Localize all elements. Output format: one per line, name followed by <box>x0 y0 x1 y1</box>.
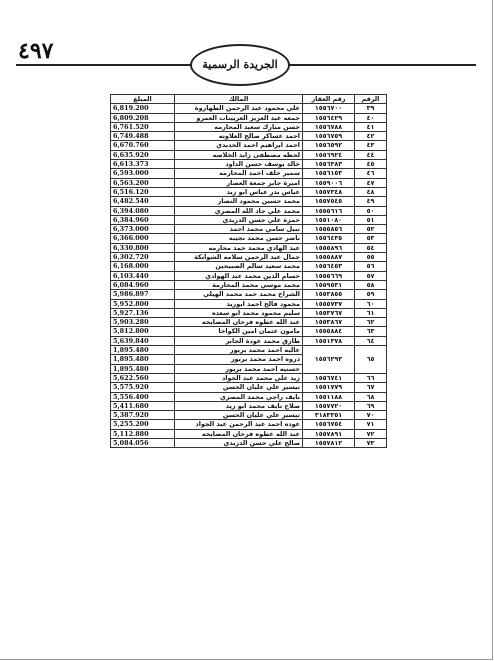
row-number-cell: ٤١ <box>355 122 387 131</box>
table-row <box>111 308 387 317</box>
amount-cell: 5,952.800 <box>111 299 175 308</box>
amount-cell: 6,394.080 <box>111 206 175 215</box>
table-row <box>111 420 387 429</box>
owner-name-cell: خالد يوسف حسن الداود <box>175 160 303 169</box>
owner-name-cell: جمعه عبد العزيز العريينات العمرو <box>175 113 303 122</box>
property-number-cell: ١٥٥٧٣٤٨ <box>303 187 355 196</box>
amount-cell: 6,384.960 <box>111 215 175 224</box>
amount-cell: 5,622.560 <box>111 373 175 382</box>
table-row <box>111 104 387 113</box>
property-number-cell: ١٥٥٦٧٨٨ <box>303 122 355 131</box>
table-row <box>111 215 387 224</box>
row-number-cell: ٤٤ <box>355 150 387 159</box>
row-number-cell: ٦٩ <box>355 401 387 410</box>
property-number-cell: ١٥٥٩٠٠٦ <box>303 178 355 187</box>
owner-name-cell: عوده احمد عبد الرحمن عبد الجواد <box>175 420 303 429</box>
row-number-cell: ٥٠ <box>355 206 387 215</box>
amount-cell: 6,103.440 <box>111 271 175 280</box>
property-number-cell: ١٥٥٦٢٩٣ <box>303 346 355 374</box>
owner-name-cell: حسنيه احمد محمد بربور <box>175 364 303 373</box>
owner-name-cell: عباس بدر عباس ابو زيد <box>175 187 303 196</box>
row-number-cell: ٤٧ <box>355 178 387 187</box>
table-row <box>111 373 387 382</box>
column-header-amount: المبلغ <box>111 95 175 104</box>
gazette-title-oval <box>190 44 290 86</box>
row-number-cell: ٥٤ <box>355 243 387 252</box>
amount-cell: 5,084.056 <box>111 438 175 447</box>
amount-cell: 5,112.880 <box>111 429 175 438</box>
table-row <box>111 234 387 243</box>
row-number-cell: ٥٦ <box>355 262 387 271</box>
table-row <box>111 169 387 178</box>
property-number-cell: ١٥٥٩٥٣١ <box>303 280 355 289</box>
table-row <box>111 401 387 410</box>
table-row <box>111 122 387 131</box>
owner-name-cell: عبد الله عطوه فرحان المصايحه <box>175 318 303 327</box>
property-number-cell: ١٥٥٦٥٩٢ <box>303 141 355 150</box>
property-number-cell: ١٥٥٧٨١٢ <box>303 438 355 447</box>
table-row <box>111 253 387 262</box>
property-number-cell: ١٥٥٦٧٥٤ <box>303 420 355 429</box>
amount-cell: 5,903.280 <box>111 318 175 327</box>
row-number-cell: ٦٨ <box>355 392 387 401</box>
property-number-cell: ١٥٥٦٣٨٣ <box>303 160 355 169</box>
table-row <box>111 271 387 280</box>
owner-name-cell: احمد عساكر صالح العلاونه <box>175 132 303 141</box>
row-number-cell: ٥٧ <box>355 271 387 280</box>
table-row <box>111 187 387 196</box>
property-number-cell: ١٥٥١٧٧٩ <box>303 383 355 392</box>
amount-cell: 5,927.136 <box>111 308 175 317</box>
table-row <box>111 290 387 299</box>
property-number-cell: ١٥٥٧٧٢٠ <box>303 401 355 410</box>
table-row <box>111 197 387 206</box>
owner-name-cell: تيسير علي عليان الحسن <box>175 411 303 420</box>
row-number-cell: ٦٥ <box>355 346 387 374</box>
owner-name-cell: احمد ابراهيم احمد الحديدي <box>175 141 303 150</box>
owner-name-cell: اميرة جابر جمعة العصار <box>175 178 303 187</box>
property-number-cell: ١٥٥٥٦١٦ <box>303 206 355 215</box>
owner-name-cell: محمد سعيد سالم الصبيحين <box>175 262 303 271</box>
table-row <box>111 411 387 420</box>
amount-cell: 6,670.760 <box>111 141 175 150</box>
table-row <box>111 280 387 289</box>
amount-cell: 6,819.200 <box>111 104 175 113</box>
property-number-cell: ١٥٥٦٧٤١ <box>303 373 355 382</box>
property-number-cell: ١٥٥٧٥٤٥ <box>303 197 355 206</box>
row-number-cell: ٧١ <box>355 420 387 429</box>
row-number-cell: ٦١ <box>355 308 387 317</box>
property-number-cell: ١٥٥٦٧٠٠ <box>303 104 355 113</box>
property-number-cell: ١٥٥٦٤٣٥ <box>303 234 355 243</box>
owner-name-cell: مامون عثمان امين الكواخا <box>175 327 303 336</box>
property-number-cell: ١٥٥٥٧٣٧ <box>303 299 355 308</box>
property-number-cell: ١٥٥٥٨٨٤ <box>303 327 355 336</box>
owner-name-cell: صلاح نايف محمد ابو زيد <box>175 401 303 410</box>
table-header-row <box>111 95 387 104</box>
owner-name-cell: صالح علي حسن الدريدي <box>175 438 303 447</box>
owner-name-cell: عبد الله عطوه فرحان المصايحه <box>175 429 303 438</box>
owner-name-cell: محمود فالح احمد ابوزيد <box>175 299 303 308</box>
amount-cell: 6,373.000 <box>111 225 175 234</box>
row-number-cell: ٦٤ <box>355 336 387 345</box>
row-number-cell: ٤٦ <box>355 169 387 178</box>
amount-cell: 6,482.540 <box>111 197 175 206</box>
amount-cell: 5,986.897 <box>111 290 175 299</box>
row-number-cell: ٤٨ <box>355 187 387 196</box>
amount-cell: 5,411.680 <box>111 401 175 410</box>
table-body <box>111 104 387 448</box>
table-row <box>111 336 387 345</box>
table-row <box>111 262 387 271</box>
amount-cell: 6,593.000 <box>111 169 175 178</box>
amount-cell: 1,895.480 <box>111 346 175 355</box>
owner-name-cell: حسن مبارك سعيد المحارمه <box>175 122 303 131</box>
column-header-owner: المالك <box>175 95 303 104</box>
owner-name-cell: علي محمود عبد الرحمن الطهاروة <box>175 104 303 113</box>
table-row <box>111 318 387 327</box>
owner-name-cell: عبد الهادي محمد حمد محارمه <box>175 243 303 252</box>
amount-cell: 6,168.000 <box>111 262 175 271</box>
row-number-cell: ٦٣ <box>355 327 387 336</box>
row-number-cell: ٥٥ <box>355 253 387 262</box>
row-number-cell: ٦٧ <box>355 383 387 392</box>
row-number-cell: ٦٢ <box>355 318 387 327</box>
amount-cell: 6,809.208 <box>111 113 175 122</box>
row-number-cell: ٤٠ <box>355 113 387 122</box>
owner-name-cell: سمير خلف احمد المحارمه <box>175 169 303 178</box>
property-number-cell: ١٥٥١٣٧٨ <box>303 336 355 345</box>
row-number-cell: ٤٩ <box>355 197 387 206</box>
property-number-cell: ١٥٥٦٤٢٩ <box>303 113 355 122</box>
property-number-cell: ١٥٥١١٨٨ <box>303 392 355 401</box>
table-row <box>111 225 387 234</box>
row-number-cell: ٧٠ <box>355 411 387 420</box>
owner-name-cell: الشراح محمد حمد محمد الهيلي <box>175 290 303 299</box>
table-row <box>111 243 387 252</box>
row-number-cell: ٤٥ <box>355 160 387 169</box>
gazette-title: الجريدة الرسمية <box>202 58 278 71</box>
amount-cell: 6,366.000 <box>111 234 175 243</box>
amount-cell: 6,302.720 <box>111 253 175 262</box>
column-header-row-number: الرقم <box>355 95 387 104</box>
property-number-cell: ١٥٥٣٨٦٧ <box>303 318 355 327</box>
owner-name-cell: نبيل سامي محمد احمد <box>175 225 303 234</box>
owner-name-cell: جمال عبد الرحمن سلامه الشوابكة <box>175 253 303 262</box>
property-owners-table <box>110 94 387 448</box>
owner-name-cell: محمد حسين محمود النصار <box>175 197 303 206</box>
amount-cell: 6,613.373 <box>111 160 175 169</box>
row-number-cell: ٥٩ <box>355 290 387 299</box>
table-row <box>111 160 387 169</box>
owner-name-cell: سليم محمود محمد ابو سعده <box>175 308 303 317</box>
amount-cell: 5,556.400 <box>111 392 175 401</box>
property-number-cell: ٣١٨٣٣٥١ <box>303 411 355 420</box>
owner-name-cell: حسام الدين محمد عبد الهوادي <box>175 271 303 280</box>
property-number-cell: ١٥٥٥٨٨٧ <box>303 253 355 262</box>
amount-cell: 6,084.960 <box>111 280 175 289</box>
amount-cell: 1,895.480 <box>111 364 175 373</box>
amount-cell: 5,812.800 <box>111 327 175 336</box>
property-number-cell: ١٥٥٥٨٥٦ <box>303 225 355 234</box>
row-number-cell: ٤٣ <box>355 141 387 150</box>
amount-cell: 5,255.200 <box>111 420 175 429</box>
amount-cell: 1,895.480 <box>111 355 175 364</box>
row-number-cell: ٣٩ <box>355 104 387 113</box>
property-number-cell: ١٥٥٥٨٩٦ <box>303 243 355 252</box>
column-header-property-number: رقم العقار <box>303 95 355 104</box>
owner-name-cell: عاليه احمد محمد بربور <box>175 346 303 355</box>
amount-cell: 5,639.840 <box>111 336 175 345</box>
owner-name-cell: طارق محمد عودة الجابر <box>175 336 303 345</box>
table-row <box>111 346 387 355</box>
owner-name-cell: ذروه احمد محمد بربور <box>175 355 303 364</box>
row-number-cell: ٦٠ <box>355 299 387 308</box>
property-number-cell: ١٥٥٦٧٥٩ <box>303 132 355 141</box>
row-number-cell: ٥٣ <box>355 234 387 243</box>
property-number-cell: ١٥٥١٠٨٠ <box>303 215 355 224</box>
table-row <box>111 299 387 308</box>
owner-name-cell: نايف راجي محمد المصري <box>175 392 303 401</box>
row-number-cell: ٥٨ <box>355 280 387 289</box>
row-number-cell: ٧٢ <box>355 429 387 438</box>
table-row <box>111 429 387 438</box>
property-number-cell: ١٥٥٦٩٢٤ <box>303 150 355 159</box>
row-number-cell: ٥٢ <box>355 225 387 234</box>
amount-cell: 6,516.120 <box>111 187 175 196</box>
table-row <box>111 113 387 122</box>
amount-cell: 6,761.520 <box>111 122 175 131</box>
amount-cell: 6,635.920 <box>111 150 175 159</box>
owner-name-cell: حمزة علي حسن الدريدي <box>175 215 303 224</box>
page-number: ٤٩٧ <box>18 38 54 64</box>
amount-cell: 6,330.800 <box>111 243 175 252</box>
table-row <box>111 132 387 141</box>
property-number-cell: ١٥٥٣٨٥٥ <box>303 290 355 299</box>
property-number-cell: ١٥٥٥٦٦٩ <box>303 271 355 280</box>
table-row <box>111 150 387 159</box>
table-row <box>111 438 387 447</box>
owner-name-cell: محمد موسي محمد المحارمة <box>175 280 303 289</box>
row-number-cell: ٧٣ <box>355 438 387 447</box>
amount-cell: 6,563.200 <box>111 178 175 187</box>
property-number-cell: ١٥٥٧٨٩١ <box>303 429 355 438</box>
table-row <box>111 206 387 215</box>
table-row <box>111 392 387 401</box>
property-number-cell: ١٥٥٦٤٥٣ <box>303 262 355 271</box>
owner-name-cell: تيسير علي عليان الحسن <box>175 383 303 392</box>
table-row <box>111 178 387 187</box>
owner-name-cell: ناصر حسن محمد نجيبه <box>175 234 303 243</box>
row-number-cell: ٦٦ <box>355 373 387 382</box>
owner-name-cell: محمد علي جاد الله المصري <box>175 206 303 215</box>
property-number-cell: ١٥٥٣٧٦٧ <box>303 308 355 317</box>
table-row <box>111 327 387 336</box>
amount-cell: 5,575.920 <box>111 383 175 392</box>
row-number-cell: ٤٢ <box>355 132 387 141</box>
owner-name-cell: زيد علي محمد عبد الجواد <box>175 373 303 382</box>
property-number-cell: ١٥٥٦١٥٣ <box>303 169 355 178</box>
table-row <box>111 383 387 392</box>
table-row <box>111 141 387 150</box>
row-number-cell: ٥١ <box>355 215 387 224</box>
owner-name-cell: لحظه مصطفى زايد الخلاصه <box>175 150 303 159</box>
amount-cell: 6,749.488 <box>111 132 175 141</box>
amount-cell: 5,387.920 <box>111 411 175 420</box>
